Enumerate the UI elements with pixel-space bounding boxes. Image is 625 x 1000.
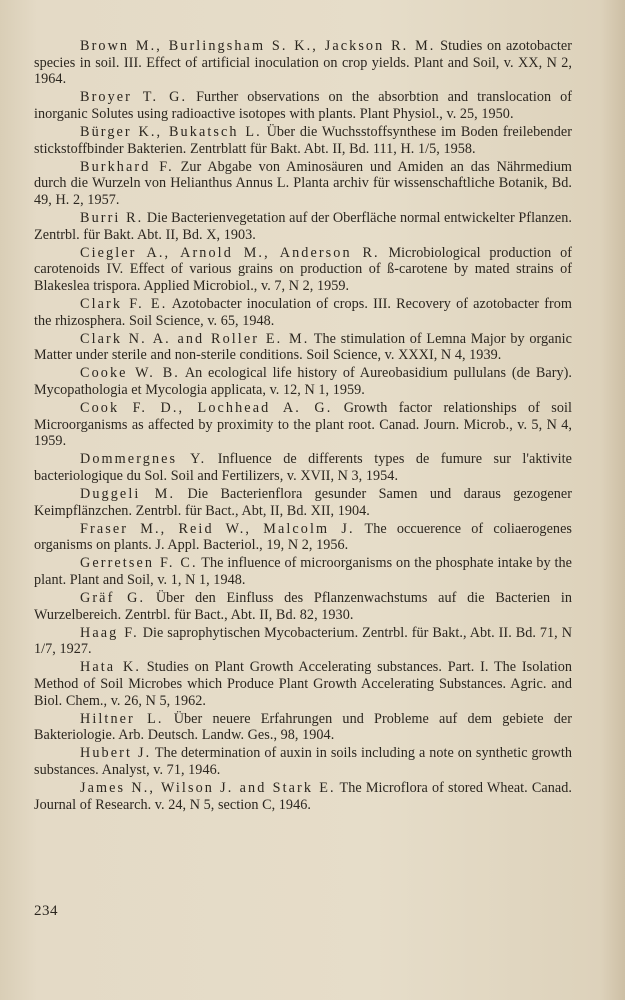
reference-text: Influence de differents types de fumure sur l'aktivite bacteriologique du Sol. Soil and Fertilizers, v. XVII, N 3, 1954. [34,451,572,484]
reference-list [34,38,572,815]
reference-entry [34,296,572,329]
reference-entry [34,486,572,519]
reference-entry [34,745,572,778]
reference-text: Über die Wuchsstoffsynthese im Boden freilebender stickstoffbinder Bakterien. Zentrblatt für Bakt. Abt. II, Bd. 111, H. 1/5, 1958. [34,123,572,157]
reference-author: Ciegler A., Arnold M., Anderson R. [80,244,380,261]
reference-text: Microbiological production of carotenoids IV. Effect of various grains on production of ß-carotene by mated strains of Blakeslea trispora. Applied Microbiol., v. 7, N 2, 1959. [34,244,572,294]
reference-text: Zur Abgabe von Aminosäuren und Amiden an das Nährmedium durch die Wurzeln von Helianthus Annus L. Planta archiv für wissenschaftliche Botanik, Bd. 49, H. 2, 1957. [34,158,572,208]
reference-author: Cooke W. B. [80,365,180,382]
reference-entry [34,451,572,484]
reference-text: Über den Einfluss des Pflanzenwachstums auf die Bacterien in Wurzelbereich. Zentrbl. für Bact., Abt. II, Bd. 82, 1930. [34,590,572,623]
reference-author: Clark F. E. [80,295,168,312]
reference-entry [34,38,572,88]
reference-entry [34,555,572,588]
reference-text: The Microflora of stored Wheat. Canad. Journal of Research. v. 24, N 5, section C, 1946. [34,780,572,813]
reference-entry [34,521,572,554]
reference-entry [34,711,572,744]
reference-author: Clark N. A. and Roller E. M. [80,330,310,347]
reference-text: An ecological life history of Aureobasidium pullulans (de Bary). Mycopathologia et Mycologia applicata, v. 12, N 1, 1959. [34,365,572,398]
reference-entry [34,245,572,295]
reference-text: Further observations on the absorbtion and translocation of inorganic Solutes using radioactive isotopes with plants. Plant Physiol., v. 25, 1950. [34,89,572,122]
reference-author: Hubert J. [80,745,152,762]
reference-text: The determination of auxin in soils including a note on synthetic growth substances. Analyst, v. 71, 1946. [34,745,572,778]
reference-text: The stimulation of Lemna Major by organic Matter under sterile and non-sterile conditions. Soil Science, v. XXXI, N 4, 1939. [34,330,572,364]
reference-text: Studies on Plant Growth Accelerating substances. Part. I. The Isolation Method of Soil Microbes which Produce Plant Growth Accelerating Substances. Agric. and Biol. Chem., v. 26, N 5, 1962. [34,659,572,709]
reference-author: Haag F. [80,624,139,641]
reference-entry [34,89,572,122]
reference-text: Die Bacterienflora gesunder Samen und daraus gezogener Keimpflänzchen. Zentrbl. für Bact., Abt, II, Bd. XII, 1904. [34,485,573,519]
reference-author: Gerretsen F. C. [80,555,198,572]
reference-entry [34,159,572,209]
reference-text: The occuerence of coliaerogenes organisms on plants. J. Appl. Bacteriol., 19, N 2, 1956. [34,520,572,554]
reference-entry [34,659,572,709]
reference-text: Azotobacter inoculation of crops. III. Recovery of azotobacter from the rhizosphera. Soil Science, v. 65, 1948. [34,295,572,329]
reference-text: Über neuere Erfahrungen und Probleme auf dem gebiete der Bakteriologie. Arb. Deutsch. Landw. Ges., 98, 1904. [34,710,572,744]
reference-author: Burkhard F. [80,158,174,175]
reference-author: Gräf G. [80,590,146,606]
reference-author: James N., Wilson J. and Stark E. [80,780,336,797]
reference-author: Hata K. [80,659,141,676]
reference-entry [34,400,572,450]
reference-author: Fraser M., Reid W., Malcolm J. [80,520,355,537]
reference-author: Brown M., Burlingsham S. K., Jackson R. M. [80,38,436,54]
reference-author: Bürger K., Bukatsch L. [80,123,262,140]
reference-author: Broyer T. G. [80,89,188,106]
page-number: 234 [34,903,58,919]
reference-entry [34,331,572,364]
reference-author: Dommergnes Y. [80,451,207,468]
reference-text: Die Bacterienvegetation auf der Oberfläche normal entwickelter Pflanzen. Zentrbl. für Bakt. Abt. II, Bd. X, 1903. [34,209,572,243]
reference-text: Growth factor relationships of soil Microorganisms as affected by proximity to the plant root. Canad. Journ. Microb., v. 5, N 4, 1959. [34,399,573,450]
reference-entry [34,365,572,398]
reference-author: Burri R. [80,209,144,226]
reference-text: Die saprophytischen Mycobacterium. Zentrbl. für Bakt., Abt. II. Bd. 71, N 1/7, 1927. [34,624,572,658]
reference-text: Studies on azotobacter species in soil. III. Effect of artificial inoculation on crop yields. Plant and Soil, v. XX, N 2, 1964. [34,38,572,88]
reference-entry [34,625,572,658]
reference-entry [34,780,572,813]
reference-author: Duggeli M. [80,485,176,502]
reference-author: Hiltner L. [80,710,164,727]
reference-entry [34,210,572,243]
reference-entry [34,590,572,623]
reference-text: The influence of microorganisms on the phosphate intake by the plant. Plant and Soil, v. 1, N 1, 1948. [34,555,572,588]
reference-entry [34,124,572,157]
reference-author: Cook F. D., Lochhead A. G. [80,399,333,416]
